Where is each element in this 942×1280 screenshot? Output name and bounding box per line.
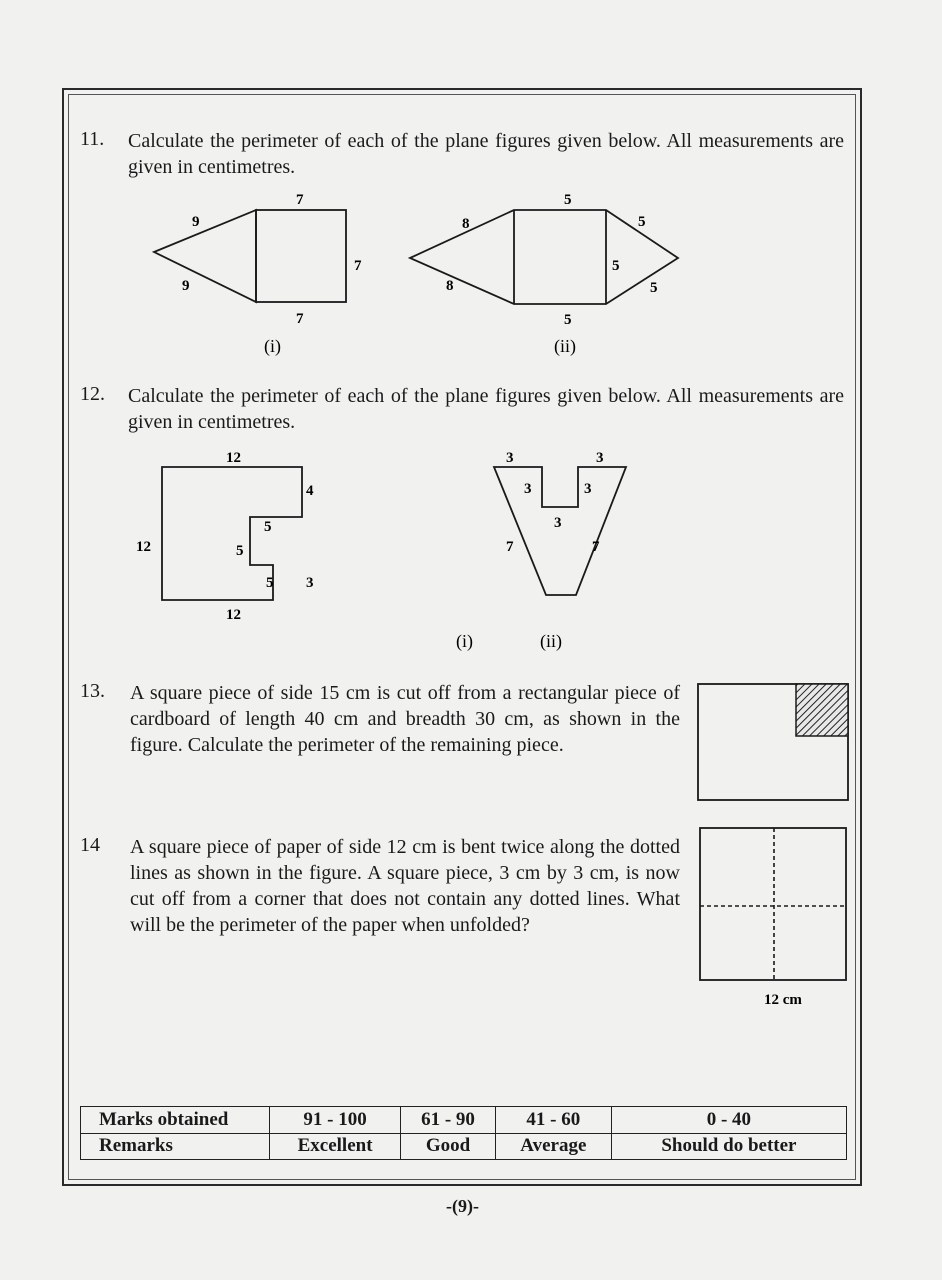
q12-figures: [130, 445, 650, 655]
marks-table: [80, 1106, 847, 1160]
q11-fig1-caption: (i): [264, 336, 281, 356]
q12-fig2-top-right: 3: [596, 450, 604, 466]
q11-fig2-upper-left: 8: [462, 216, 470, 232]
marks-table-row-2: [81, 1133, 847, 1160]
q12-fig1-left: 12: [136, 539, 151, 555]
marks-cell: 61 - 90: [401, 1107, 496, 1134]
remarks-cell: Average: [495, 1133, 611, 1160]
q11-figures: [140, 190, 700, 360]
q12-fig1-right-top: 4: [306, 483, 314, 499]
remarks-cell: Remarks: [81, 1133, 270, 1160]
q12-fig1-bottom: 12: [226, 607, 241, 623]
q14-square: [700, 828, 846, 980]
q13-text: A square piece of side 15 cm is cut off from a rectangular piece of cardboard of length 40 cm and breadth 30 cm, as shown in the figure. Calculate the perimeter of the remaining piece.: [130, 682, 680, 756]
q12-number: 12.: [80, 383, 105, 405]
q12-fig2-caption: (ii): [540, 631, 562, 651]
q11-fig2-upper-right: 5: [638, 214, 646, 230]
q12-fig1-step3: 5: [266, 575, 274, 591]
q11-number: 11.: [80, 128, 105, 150]
remarks-cell: Good: [401, 1133, 496, 1160]
q11-fig1-bottom: 7: [296, 311, 304, 327]
q12-fig2: [494, 467, 626, 595]
q12-fig2-slant-right: 7: [592, 539, 600, 555]
q13-cut-square: [796, 684, 848, 736]
remarks-cell: Should do better: [611, 1133, 846, 1160]
q13-number: 13.: [80, 680, 105, 702]
q14-number: 14: [80, 834, 100, 856]
remarks-cell: Excellent: [270, 1133, 401, 1160]
q12-fig1-step1: 5: [264, 519, 272, 535]
q11-fig1-right: 7: [354, 258, 362, 274]
q12-fig2-slant-left: 7: [506, 539, 514, 555]
q13-figure: [690, 678, 854, 808]
marks-cell: 91 - 100: [270, 1107, 401, 1134]
q12-fig1-step2: 5: [236, 543, 244, 559]
marks-cell: 0 - 40: [611, 1107, 846, 1134]
q11-text: Calculate the perimeter of each of the plane figures given below. All measurements are given in centimetres.: [128, 130, 844, 178]
q14-side-label: 12 cm: [764, 992, 802, 1008]
q12-fig1-step4: 3: [306, 575, 314, 591]
q11-fig1-top: 7: [296, 192, 304, 208]
q14-figure: [690, 822, 854, 1016]
q11-fig2-lower-right: 5: [650, 280, 658, 296]
q14-text: A square piece of paper of side 12 cm is bent twice along the dotted lines as shown in the figure. A square piece, 3 cm by 3 cm, is now cut off from a corner that does not contain any dotted lines. What will be the perimeter of the paper when unfolded?: [130, 836, 680, 936]
q11-fig2-top: 5: [564, 192, 572, 208]
q12-fig1-top: 12: [226, 450, 241, 466]
q11-fig2-bottom: 5: [564, 312, 572, 328]
marks-cell: 41 - 60: [495, 1107, 611, 1134]
q12-fig2-inner-right: 3: [584, 481, 592, 497]
q12-fig1: [162, 467, 302, 600]
q12-fig2-top-left: 3: [506, 450, 514, 466]
q12-fig2-inner-left: 3: [524, 481, 532, 497]
q12-fig2-inner-bottom: 3: [554, 515, 562, 531]
page-number: -(9)-: [446, 1196, 479, 1216]
q12-fig1-caption: (i): [456, 631, 473, 651]
q11-fig2-lower-left: 8: [446, 278, 454, 294]
q12-text: Calculate the perimeter of each of the plane figures given below. All measurements are given in centimetres.: [128, 385, 844, 433]
marks-cell: Marks obtained: [81, 1107, 270, 1134]
marks-table-row-1: [81, 1107, 847, 1134]
q11-fig1-upper-left: 9: [192, 214, 200, 230]
q11-fig1-lower-left: 9: [182, 278, 190, 294]
q11-fig2-right-side: 5: [612, 258, 620, 274]
q11-fig2-caption: (ii): [554, 336, 576, 356]
